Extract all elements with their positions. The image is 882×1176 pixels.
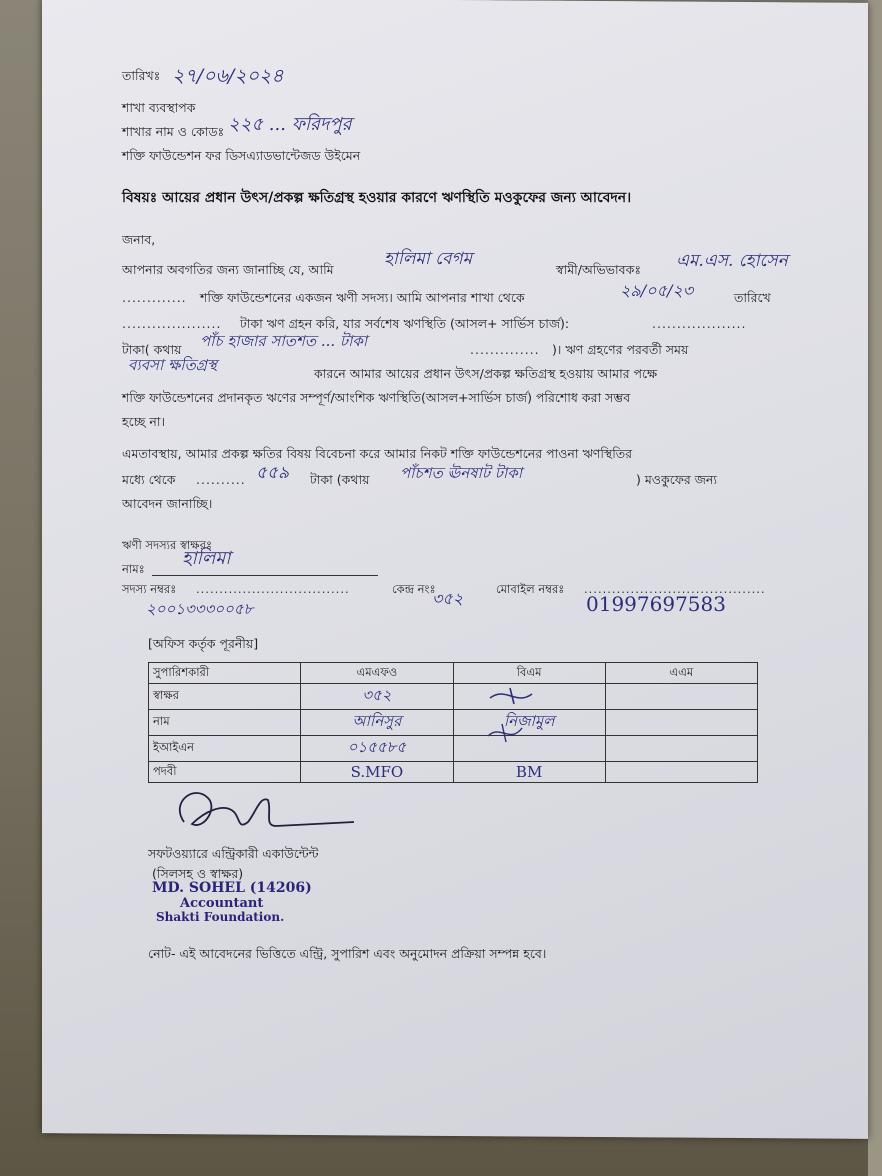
center-value: ৩৫২: [432, 589, 464, 608]
table-row: [149, 736, 758, 762]
salutation: জনাব,: [122, 232, 156, 247]
date-value: ২৭/০৬/২০২৪: [172, 65, 284, 87]
loan-amount-words-value: পাঁচ হাজার সাতশত ... টাকা: [200, 332, 368, 350]
guardian-label: স্বামী/অভিভাবকঃ: [556, 262, 641, 277]
member-signature: হালিমা: [182, 548, 231, 569]
guardian-value: এম.এস. হোসেন: [676, 251, 788, 271]
am-cell: [605, 684, 757, 710]
body-p1-line6: শক্তি ফাউন্ডেশনের প্রদানকৃত ঋণের সম্পূর্ণ/আংশিক ঋণস্থিতি(আসল+সার্ভিস চার্জ) পরিশোধ করা সম্ভব: [122, 390, 631, 405]
body-p2-line2-prefix: মধ্যে থেকে: [122, 472, 176, 487]
organization-name: শক্তি ফাউন্ডেশন ফর ডিসএ্যাডভান্টেজড উইমেন: [122, 148, 361, 163]
row-label: নাম: [149, 710, 301, 736]
dotted-fill: .................................: [196, 582, 350, 596]
center-label: কেন্দ্র নংঃ: [392, 582, 436, 596]
loan-date-suffix: তারিখে: [734, 290, 771, 305]
table-header-cell: বিএম: [453, 663, 605, 684]
row-label: ইআইএন: [149, 736, 301, 762]
am-cell: [605, 762, 757, 783]
table-row: [149, 710, 758, 736]
branch-value: ২২৫ ... ফরিদপুর: [228, 114, 352, 135]
branch-label: শাখার নাম ও কোডঃ: [122, 124, 225, 139]
body-p1-line5: কারনে আমার আয়ের প্রধান উৎস/প্রকল্প ক্ষতিগ্রস্থ হওয়ায় আমার পক্ষে: [314, 366, 658, 381]
reason-value: ব্যবসা ক্ষতিগ্রস্থ: [128, 356, 217, 374]
body-p1-line3: টাকা ঋণ গ্রহন করি, যার সর্বশেষ ঋণস্থিতি (আসল+ সার্ভিস চার্জ):: [240, 316, 570, 331]
mobile-label: মোবাইল নম্বরঃ: [496, 582, 565, 596]
mobile-value: 01997697583: [586, 592, 726, 616]
footer-note: নোট- এই আবেদনের ভিত্তিতে এন্ট্রি, সুপারিশ এবং অনুমোদন প্রক্রিয়া সম্পন্ন হবে।: [148, 946, 547, 961]
table-header-cell: এএম: [605, 663, 757, 684]
dotted-fill: ..............: [470, 342, 540, 357]
am-cell: [605, 736, 757, 762]
table-header-cell: এমএফও: [301, 663, 453, 684]
member-name-line: [152, 575, 378, 576]
body-p2-line1: এমতাবস্থায়, আমার প্রকল্প ক্ষতির বিষয় বিবেচনা করে আমার নিকট শক্তি ফাউন্ডেশনের পাওনা ঋণস্থিতির: [122, 446, 633, 461]
body-p1-line7: হচ্ছে না।: [122, 414, 165, 429]
waiver-amount-words-value: পাঁচশত ঊনষাট টাকা: [400, 464, 523, 482]
am-cell: [605, 710, 757, 736]
loan-date-value: ২৯/০৫/২৩: [620, 281, 694, 300]
row-label: পদবী: [149, 762, 301, 783]
applicant-name-value: হালিমা বেগম: [384, 249, 473, 269]
dotted-fill: ..........: [196, 472, 246, 487]
bm-designation: BM: [453, 762, 605, 783]
member-number-label: সদস্য নম্বরঃ: [122, 582, 177, 596]
accountant-signature: [164, 782, 364, 842]
recommendation-table: [148, 662, 758, 783]
stamp-name: MD. SOHEL (14206): [152, 880, 312, 896]
subject-line: বিষয়ঃ আয়ের প্রধান উৎস/প্রকল্প ক্ষতিগ্রস্থ হওয়ার কারণে ঋণস্থিতি মওকুফের জন্য আবেদন।: [122, 190, 632, 206]
accountant-label: সফটওয়্যারে এন্ট্রিকারী একাউন্টেন্ট: [148, 846, 319, 861]
dotted-fill: ...................: [652, 316, 747, 331]
background-edge: [868, 0, 882, 1176]
table-header-cell: সুপারিশকারী: [149, 663, 301, 684]
dotted-fill: ....................: [122, 316, 222, 331]
seal-label: (সিলসহ ও স্বাক্ষর): [152, 866, 244, 881]
body-p2-line3: আবেদন জানাচ্ছি।: [122, 496, 213, 511]
body-p1-line4-suffix: )। ঋণ গ্রহণের পরবর্তী সময়: [552, 342, 689, 357]
member-number-value: ২০০১৩৩৩০০৫৮: [146, 600, 254, 618]
dotted-fill: .......................................: [584, 582, 766, 596]
waiver-amount-value: ৫৫৯: [256, 463, 290, 483]
stamp-org: Shakti Foundation.: [156, 910, 285, 924]
mfo-name: আনিসুর: [301, 710, 453, 736]
body-p1-line1: আপনার অবগতির জন্য জানাচ্ছি যে, আমি: [122, 262, 334, 277]
body-p2-line2-suffix: ) মওকুফের জন্য: [636, 472, 718, 487]
office-use-label: [অফিস কর্তৃক পূরনীয়]: [148, 636, 259, 651]
member-name-label: নামঃ: [122, 562, 145, 576]
table-row: [149, 684, 758, 710]
table-row: [149, 762, 758, 783]
dotted-fill: .............: [122, 290, 187, 305]
recipient-title: শাখা ব্যবস্থাপক: [122, 100, 196, 115]
stamp-title: Accountant: [180, 896, 264, 911]
table-header-row: [149, 663, 758, 684]
row-label: স্বাক্ষর: [149, 684, 301, 710]
document-page: [42, 0, 868, 1139]
mfo-signature: ৩৫২: [301, 684, 453, 710]
mfo-ein: ০১৫৫৮৫: [301, 736, 453, 762]
mfo-designation: S.MFO: [301, 762, 453, 783]
body-p1-line4-prefix: টাকা( কথায়: [122, 342, 182, 357]
bm-signature-marks: [480, 684, 560, 744]
member-signature-label: ঋণী সদস্যর স্বাক্ষরঃ: [122, 538, 213, 552]
date-label: তারিখঃ: [122, 68, 161, 83]
body-p1-line2: শক্তি ফাউন্ডেশনের একজন ঋণী সদস্য। আমি আপনার শাখা থেকে: [200, 290, 525, 305]
body-p2-line2-mid: টাকা (কথায়: [310, 472, 370, 487]
bm-name: নিজামুল: [453, 710, 605, 736]
